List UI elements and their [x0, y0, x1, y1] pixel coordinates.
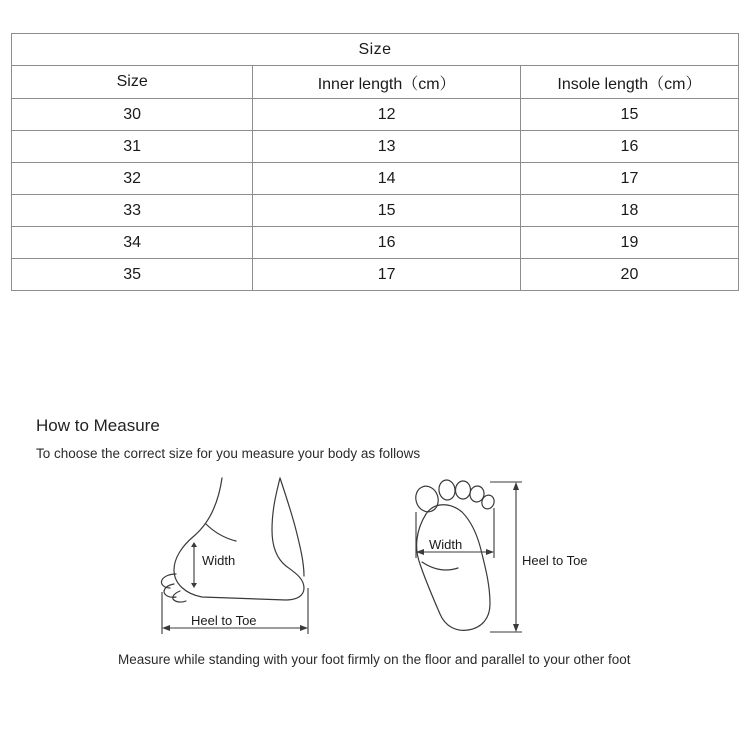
cell-size: 32: [12, 163, 253, 195]
table-row: [12, 99, 739, 131]
cell-insole-length: 18: [520, 195, 738, 227]
table-row: [12, 195, 739, 227]
cell-size: 31: [12, 131, 253, 163]
table-title-row: [12, 34, 739, 66]
cell-inner-length: 13: [253, 131, 521, 163]
size-table-container: [11, 33, 739, 291]
cell-size: 34: [12, 227, 253, 259]
side-view-foot-icon: [161, 478, 304, 602]
how-to-measure-title: How to Measure: [36, 416, 160, 435]
table-row: [12, 163, 739, 195]
column-header-insole-length: Insole length（cm）: [520, 66, 738, 99]
table-row: [12, 227, 739, 259]
table-row: [12, 131, 739, 163]
side-view-heel-to-toe-label: Heel to Toe: [191, 613, 257, 628]
top-view-width-label: Width: [429, 537, 463, 552]
cell-inner-length: 15: [253, 195, 521, 227]
column-header-inner-length: Inner length（cm）: [253, 66, 521, 99]
cell-inner-length: 17: [253, 259, 521, 291]
top-view-foot-icon: [413, 479, 497, 630]
cell-insole-length: 19: [520, 227, 738, 259]
cell-insole-length: 20: [520, 259, 738, 291]
top-view-heel-to-toe-label: Heel to Toe: [522, 553, 588, 568]
table-row: [12, 259, 739, 291]
cell-size: 35: [12, 259, 253, 291]
foot-measurement-diagram: [90, 466, 660, 646]
top-view-heel-to-toe-measure: [490, 482, 522, 632]
cell-inner-length: 12: [253, 99, 521, 131]
how-to-measure-subtitle: To choose the correct size for you measure your body as follows: [36, 446, 421, 461]
measure-instruction-footer: Measure while standing with your foot firmly on the floor and parallel to your other foot: [118, 652, 631, 667]
table-header-row: [12, 66, 739, 99]
side-view-width-label: Width: [202, 553, 236, 568]
cell-insole-length: 17: [520, 163, 738, 195]
cell-inner-length: 16: [253, 227, 521, 259]
cell-insole-length: 15: [520, 99, 738, 131]
cell-size: 30: [12, 99, 253, 131]
column-header-size: Size: [12, 66, 253, 99]
cell-size: 33: [12, 195, 253, 227]
cell-inner-length: 14: [253, 163, 521, 195]
size-table: [11, 33, 739, 291]
page-title: Size: [12, 34, 739, 66]
side-view-width-measure: [191, 542, 197, 588]
cell-insole-length: 16: [520, 131, 738, 163]
